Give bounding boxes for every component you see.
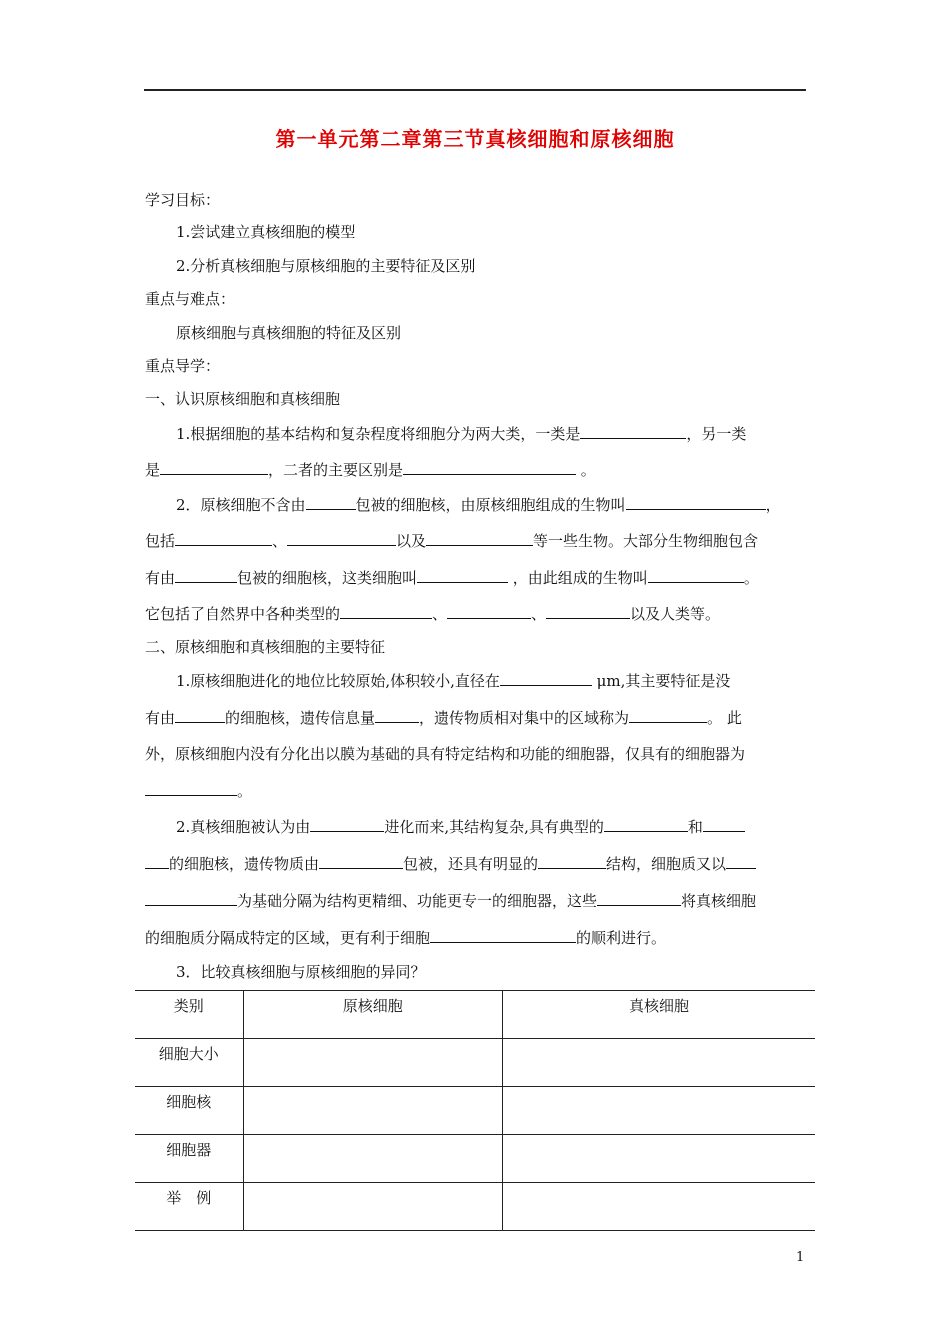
- answer-blank[interactable]: [500, 669, 592, 686]
- answer-blank[interactable]: [145, 889, 237, 906]
- objective-item: 1.尝试建立真核细胞的模型: [176, 223, 356, 241]
- question-line: 的细胞质分隔成特定的区域，更有利于细胞 的顺利进行。: [145, 926, 666, 949]
- table-row: [135, 1135, 815, 1183]
- answer-blank[interactable]: [597, 889, 681, 906]
- question-line: 2.真核细胞被认为由 进化而来,其结构复杂,具有典型的 和: [176, 815, 745, 838]
- section2-heading: 二、原核细胞和真核细胞的主要特征: [145, 638, 386, 656]
- answer-blank[interactable]: [629, 706, 707, 723]
- objective-item: 2.分析真核细胞与原核细胞的主要特征及区别: [176, 257, 476, 275]
- question-line: 有由 的细胞核，遗传信息量 ，遗传物质相对集中的区域称为 。 此: [145, 706, 742, 729]
- answer-blank[interactable]: [648, 566, 744, 583]
- answer-blank[interactable]: [306, 493, 356, 510]
- answer-cell[interactable]: [502, 1135, 815, 1183]
- answer-cell[interactable]: [243, 1039, 502, 1087]
- answer-blank[interactable]: [310, 815, 384, 832]
- table-header-row: [135, 991, 815, 1039]
- answer-cell[interactable]: [502, 1087, 815, 1135]
- key-points-text: 原核细胞与真核细胞的特征及区别: [176, 324, 402, 342]
- answer-blank[interactable]: [287, 529, 396, 546]
- objectives-heading: 学习目标：: [145, 191, 221, 209]
- question-line: 有由 包被的细胞核，这类细胞叫 ，由此组成的生物叫 。: [145, 566, 759, 589]
- question-line: 它包括了自然界中各种类型的 、 、 以及人类等。: [145, 602, 720, 625]
- question-line: 1.原核细胞进化的地位比较原始,体积较小,直径在 μm,其主要特征是没: [176, 669, 730, 692]
- answer-cell[interactable]: [502, 1039, 815, 1087]
- answer-blank[interactable]: [430, 926, 576, 943]
- question-line: 的细胞核，遗传物质由 包被，还具有明显的 结构，细胞质又以: [145, 852, 756, 875]
- answer-cell[interactable]: [243, 1183, 502, 1231]
- comparison-table: [135, 990, 815, 1231]
- row-label: 细胞器: [135, 1135, 243, 1183]
- answer-cell[interactable]: [243, 1135, 502, 1183]
- question-line: 1.根据细胞的基本结构和复杂程度将细胞分为两大类，一类是 ，另一类: [176, 422, 746, 445]
- answer-blank[interactable]: [175, 529, 272, 546]
- page-title: 第一单元第二章第三节真核细胞和原核细胞: [275, 127, 675, 151]
- row-label: 举 例: [135, 1183, 243, 1231]
- answer-blank[interactable]: [403, 458, 576, 475]
- row-label: 细胞核: [135, 1087, 243, 1135]
- answer-blank[interactable]: [447, 602, 531, 619]
- table-row: [135, 1183, 815, 1231]
- question-line: 是 ，二者的主要区别是 。: [145, 458, 596, 481]
- table-header: 类别: [135, 991, 243, 1039]
- answer-blank[interactable]: [175, 706, 225, 723]
- question-line: 为基础分隔为结构更精细、功能更专一的细胞器，这些 将真核细胞: [145, 889, 756, 912]
- table-header: 真核细胞: [502, 991, 815, 1039]
- question-line: 2．原核细胞不含由 包被的细胞核，由原核细胞组成的生物叫 ，: [176, 493, 781, 516]
- answer-blank[interactable]: [580, 422, 686, 439]
- answer-blank[interactable]: [703, 815, 745, 832]
- page-number: 1: [796, 1250, 805, 1265]
- table-header: 原核细胞: [243, 991, 502, 1039]
- answer-blank[interactable]: [417, 566, 508, 583]
- header-rule: [144, 89, 806, 91]
- answer-blank[interactable]: [426, 529, 533, 546]
- answer-cell[interactable]: [502, 1183, 815, 1231]
- comparison-question: 3．比较真核细胞与原核细胞的异同？: [176, 963, 426, 981]
- answer-blank[interactable]: [340, 602, 432, 619]
- answer-blank[interactable]: [375, 706, 419, 723]
- answer-blank[interactable]: [726, 852, 756, 869]
- answer-cell[interactable]: [243, 1087, 502, 1135]
- table-row: [135, 1039, 815, 1087]
- question-line: 外，原核细胞内没有分化出以膜为基础的具有特定结构和功能的细胞器，仅具有的细胞器为: [145, 745, 746, 763]
- question-line: 包括 、 以及 等一些生物。大部分生物细胞包含: [145, 529, 758, 552]
- answer-blank[interactable]: [145, 779, 237, 796]
- answer-blank[interactable]: [145, 852, 169, 869]
- key-points-heading: 重点与难点：: [145, 290, 236, 308]
- answer-blank[interactable]: [546, 602, 630, 619]
- question-line: 。: [145, 779, 252, 802]
- section1-heading: 一、认识原核细胞和真核细胞: [145, 390, 341, 408]
- table-row: [135, 1087, 815, 1135]
- answer-blank[interactable]: [626, 493, 766, 510]
- answer-blank[interactable]: [160, 458, 268, 475]
- guide-heading: 重点导学：: [145, 357, 221, 375]
- answer-blank[interactable]: [319, 852, 403, 869]
- answer-blank[interactable]: [175, 566, 237, 583]
- row-label: 细胞大小: [135, 1039, 243, 1087]
- answer-blank[interactable]: [604, 815, 688, 832]
- answer-blank[interactable]: [538, 852, 606, 869]
